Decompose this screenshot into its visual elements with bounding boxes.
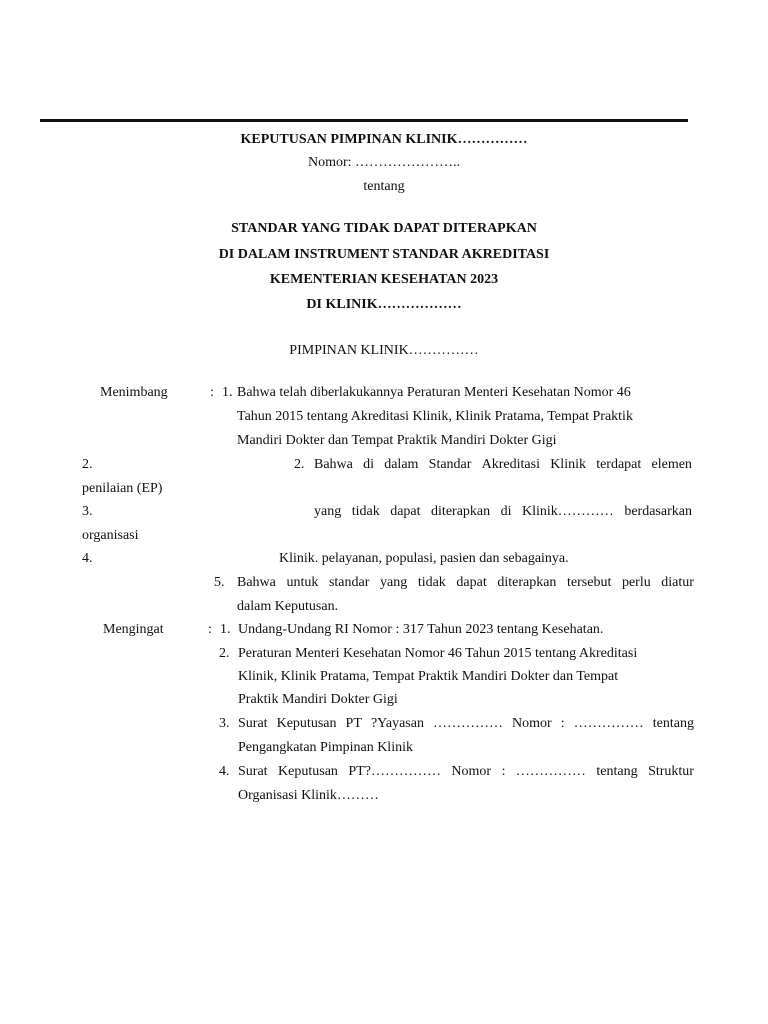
word: standar <box>328 575 370 590</box>
decree-number: Nomor: ………………….. <box>307 155 461 170</box>
mengingat-colon: : <box>208 622 212 637</box>
stray-text-penilaian: penilaian (EP) <box>82 481 163 496</box>
word: Surat <box>238 716 268 731</box>
menimbang-item-1-line-3: Mandiri Dokter dan Tempat Praktik Mandiri Dokter Gigi <box>237 433 557 448</box>
decree-tentang: tentang <box>363 179 405 194</box>
word: …………… <box>433 716 503 731</box>
word: tidak <box>351 504 380 519</box>
word: berdasarkan <box>624 504 692 519</box>
word: tersebut <box>567 575 612 590</box>
word: Bahwa <box>314 457 353 472</box>
menimbang-label: Menimbang <box>100 385 168 400</box>
menimbang-item-1-line-2: Tahun 2015 tentang Akreditasi Klinik, Klinik Pratama, Tempat Praktik <box>237 409 633 424</box>
word: PT <box>345 716 362 731</box>
word: terdapat <box>596 457 642 472</box>
word: …………… <box>515 764 586 779</box>
word: tentang <box>652 716 694 731</box>
word: untuk <box>286 575 319 590</box>
menimbang-item-2-line-1 <box>314 456 692 474</box>
menimbang-item-5-number: 5. <box>214 575 225 590</box>
word: tentang <box>596 764 638 779</box>
menimbang-item-2-number: 2. <box>294 457 305 472</box>
issuer-heading: PIMPINAN KLINIK…………… <box>289 343 479 358</box>
word: Surat <box>238 764 268 779</box>
word: …………… <box>573 716 644 731</box>
mengingat-item-3-line-1 <box>238 715 694 733</box>
stray-number-4: 4. <box>82 551 93 566</box>
mengingat-item-2-number: 2. <box>219 646 230 661</box>
header-rule <box>40 119 688 122</box>
stray-number-3: 3. <box>82 504 93 519</box>
word: PT?…………… <box>348 764 441 779</box>
menimbang-item-2-line-3: Klinik. pelayanan, populasi, pasien dan sebagainya. <box>279 551 569 566</box>
word: perlu <box>621 575 651 590</box>
menimbang-item-1-line-1: Bahwa telah diberlakukannya Peraturan Menteri Kesehatan Nomor 46 <box>237 385 631 400</box>
word: diatur <box>661 575 694 590</box>
word: yang <box>380 575 408 590</box>
word: Keputusan <box>276 716 337 731</box>
word: dapat <box>390 504 421 519</box>
subject-line-3: KEMENTERIAN KESEHATAN 2023 <box>269 272 499 287</box>
mengingat-item-2-line-3: Praktik Mandiri Dokter Gigi <box>238 692 398 707</box>
menimbang-item-1-number: 1. <box>222 385 233 400</box>
word: : <box>501 764 506 779</box>
menimbang-item-5-line-2: dalam Keputusan. <box>237 599 339 614</box>
mengingat-item-4-line-1 <box>238 763 694 781</box>
mengingat-item-3-number: 3. <box>219 716 230 731</box>
word: Nomor <box>512 716 552 731</box>
word: dalam <box>384 457 419 472</box>
stray-text-organisasi: organisasi <box>82 528 139 543</box>
word: Keputusan <box>278 764 338 779</box>
word: Nomor <box>451 764 492 779</box>
word: Standar <box>428 457 472 472</box>
word: Bahwa <box>237 575 276 590</box>
mengingat-item-1-number: 1. <box>220 622 231 637</box>
subject-line-2: DI DALAM INSTRUMENT STANDAR AKREDITASI <box>218 247 550 262</box>
word: di <box>363 457 374 472</box>
word: yang <box>314 504 342 519</box>
mengingat-item-2-line-2: Klinik, Klinik Pratama, Tempat Praktik Mandiri Dokter dan Tempat <box>238 669 619 684</box>
menimbang-colon: : <box>210 385 214 400</box>
word: : <box>560 716 565 731</box>
menimbang-item-5-line-1 <box>237 574 694 592</box>
word: diterapkan <box>431 504 491 519</box>
mengingat-item-4-number: 4. <box>219 764 230 779</box>
word: elemen <box>651 457 692 472</box>
mengingat-item-3-line-2: Pengangkatan Pimpinan Klinik <box>238 740 413 755</box>
mengingat-item-2-line-1: Peraturan Menteri Kesehatan Nomor 46 Tahun 2015 tentang Akreditasi <box>238 646 638 661</box>
mengingat-item-4-line-2: Organisasi Klinik……… <box>238 788 379 803</box>
menimbang-item-2-line-2 <box>314 503 692 521</box>
word: dapat <box>456 575 487 590</box>
word: ?Yayasan <box>370 716 424 731</box>
decree-title: KEPUTUSAN PIMPINAN KLINIK…………… <box>240 132 528 147</box>
word: Klinik………… <box>522 504 614 519</box>
word: Klinik <box>550 457 586 472</box>
word: tidak <box>417 575 446 590</box>
word: diterapkan <box>497 575 557 590</box>
subject-line-1: STANDAR YANG TIDAK DAPAT DITERAPKAN <box>231 221 537 236</box>
mengingat-item-1: Undang-Undang RI Nomor : 317 Tahun 2023 tentang Kesehatan. <box>238 622 604 637</box>
stray-number-2: 2. <box>82 457 93 472</box>
subject-line-4: DI KLINIK……………… <box>306 297 462 312</box>
word: di <box>500 504 512 519</box>
mengingat-label: Mengingat <box>103 622 164 637</box>
word: Struktur <box>648 764 694 779</box>
word: Akreditasi <box>481 457 540 472</box>
